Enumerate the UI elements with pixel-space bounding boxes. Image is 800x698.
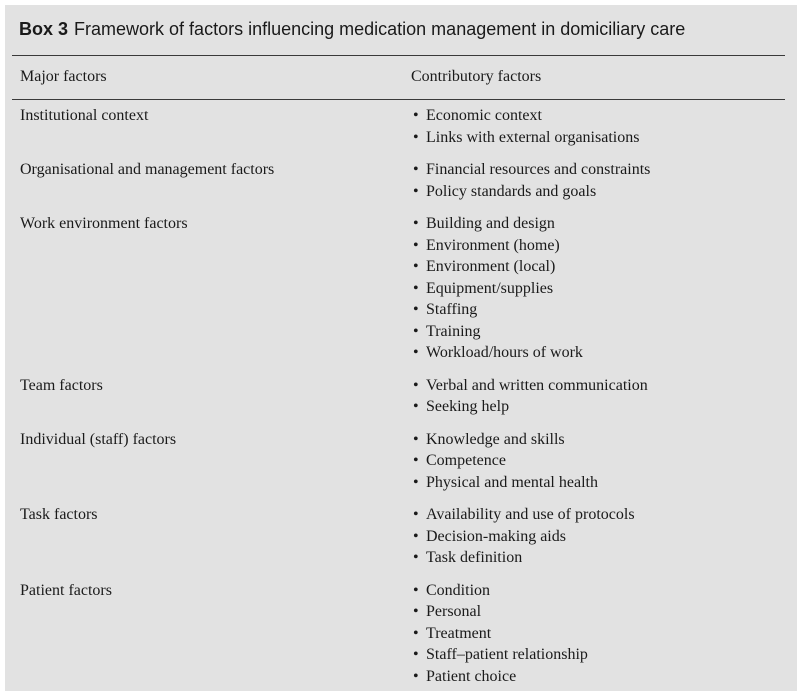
bullet-icon: • (413, 527, 419, 545)
bullet-icon: • (413, 236, 419, 254)
contributory-factor: Building and design (426, 215, 555, 232)
list-item (411, 504, 797, 526)
bullet-icon: • (413, 301, 419, 318)
major-factor: Organisational and management factors (20, 161, 275, 178)
contributory-factor: Physical and mental health (426, 473, 598, 491)
major-factor: Institutional context (20, 107, 149, 124)
bullet-icon: • (413, 452, 419, 469)
contributory-factor: Policy standards and goals (426, 182, 597, 200)
table-row (5, 504, 797, 569)
bullet-icon: • (413, 398, 419, 415)
list-item (411, 580, 797, 602)
bullet-icon: • (413, 473, 419, 491)
framework-box (5, 5, 797, 691)
list-item (411, 450, 797, 472)
box-title (19, 19, 685, 40)
list-item (411, 601, 797, 623)
list-item (411, 256, 797, 278)
contributory-list (411, 429, 797, 494)
contributory-factor: Knowledge and skills (426, 430, 565, 448)
major-factor: Team factors (20, 376, 103, 394)
header-major-factors: Major factors (20, 68, 107, 85)
list-item (411, 644, 797, 666)
box-label: Box 3 (19, 19, 69, 39)
list-item (411, 159, 797, 181)
table-row (5, 429, 797, 494)
major-factor: Patient factors (20, 581, 112, 599)
contributory-list (411, 105, 797, 148)
contributory-factor: Condition (426, 581, 491, 599)
bullet-icon: • (413, 667, 419, 685)
list-item (411, 278, 797, 300)
contributory-factor: Patient choice (426, 667, 517, 685)
bullet-icon: • (413, 128, 419, 146)
list-item (411, 105, 797, 127)
contributory-factor: Workload/hours of work (426, 344, 583, 361)
header-rule (12, 99, 785, 100)
major-factor: Individual (staff) factors (20, 430, 177, 448)
bullet-icon: • (413, 344, 419, 361)
bullet-icon: • (413, 624, 419, 642)
contributory-factor: Staff–patient relationship (426, 646, 588, 663)
contributory-factor: Equipment/supplies (426, 279, 554, 297)
bullet-icon: • (413, 279, 419, 297)
list-item (411, 213, 797, 235)
table-row (5, 213, 797, 364)
table-row (5, 375, 797, 418)
contributory-factor: Economic context (426, 107, 542, 124)
contributory-list (411, 159, 797, 202)
list-item (411, 299, 797, 321)
bullet-icon: • (413, 646, 419, 663)
list-item (411, 623, 797, 645)
contributory-factor: Financial resources and constraints (426, 161, 651, 178)
top-rule (12, 55, 785, 56)
contributory-factor: Environment (home) (426, 236, 560, 254)
contributory-factor: Competence (426, 452, 506, 469)
major-factor: Task factors (20, 506, 98, 523)
contributory-factor: Training (426, 322, 481, 340)
contributory-factor: Task definition (426, 549, 523, 566)
bullet-icon: • (413, 258, 419, 275)
bullet-icon: • (413, 603, 419, 620)
major-factor: Work environment factors (20, 215, 188, 232)
box-title-text: Framework of factors influencing medication management in domiciliary care (74, 19, 686, 39)
bullet-icon: • (413, 549, 419, 566)
bullet-icon: • (413, 506, 419, 523)
header-contributory-factors: Contributory factors (411, 68, 542, 85)
bullet-icon: • (413, 161, 419, 178)
list-item (411, 396, 797, 418)
list-item (411, 342, 797, 364)
list-item (411, 375, 797, 397)
bullet-icon: • (413, 430, 419, 448)
list-item (411, 127, 797, 149)
bullet-icon: • (413, 322, 419, 340)
list-item (411, 666, 797, 688)
table-row (5, 580, 797, 688)
bullet-icon: • (413, 215, 419, 232)
contributory-list (411, 580, 797, 688)
contributory-list (411, 504, 797, 569)
list-item (411, 547, 797, 569)
contributory-factor: Environment (local) (426, 258, 556, 275)
list-item (411, 181, 797, 203)
contributory-factor: Availability and use of protocols (426, 506, 635, 523)
table-row (5, 105, 797, 148)
contributory-factor: Personal (426, 603, 482, 620)
bullet-icon: • (413, 376, 419, 394)
contributory-factor: Decision-making aids (426, 527, 566, 545)
table-row (5, 159, 797, 202)
list-item (411, 526, 797, 548)
contributory-list (411, 375, 797, 418)
bullet-icon: • (413, 107, 419, 124)
list-item (411, 235, 797, 257)
list-item (411, 429, 797, 451)
factor-table (5, 105, 797, 698)
contributory-factor: Verbal and written communication (426, 376, 648, 394)
list-item (411, 321, 797, 343)
contributory-list (411, 213, 797, 364)
contributory-factor: Treatment (426, 624, 492, 642)
contributory-factor: Seeking help (426, 398, 510, 415)
bullet-icon: • (413, 581, 419, 599)
contributory-factor: Links with external organisations (426, 128, 640, 146)
contributory-factor: Staffing (426, 301, 478, 318)
bullet-icon: • (413, 182, 419, 200)
list-item (411, 472, 797, 494)
